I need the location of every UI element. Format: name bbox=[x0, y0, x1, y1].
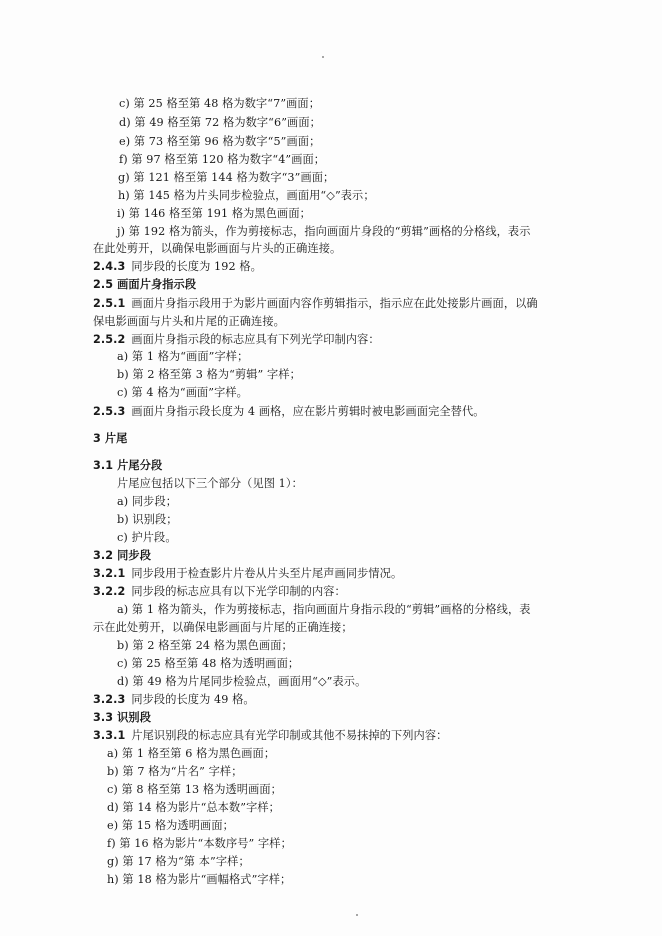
list-item: e) 第 15 格为透明画面； bbox=[107, 819, 234, 832]
paragraph-continuation: 在此处剪开，以确保电影画面与片头的正确连接。 bbox=[93, 242, 342, 255]
scan-speck bbox=[322, 56, 324, 58]
list-item: g) 第 17 格为“第 本”字样； bbox=[107, 855, 250, 868]
list-item: d) 第 49 格至第 72 格为数字“6”画面； bbox=[119, 116, 321, 129]
clause-2-5-2 bbox=[93, 332, 380, 348]
chapter-heading-3: 3 片尾 bbox=[93, 432, 128, 445]
list-item: a) 第 1 格为箭头，作为剪接标志，指向画面片身指示段的“剪辑”画格的分格线，表 bbox=[117, 603, 531, 616]
list-item: c) 护片段。 bbox=[117, 531, 177, 544]
list-item: f) 第 16 格为影片“本数序号” 字样； bbox=[107, 837, 292, 850]
clause-text: 画面片身指示段的标志应具有下列光学印制内容： bbox=[131, 333, 380, 346]
list-item: c) 第 25 格至第 48 格为数字“7”画面； bbox=[119, 97, 321, 110]
clause-3-2-2 bbox=[93, 584, 346, 600]
list-item: c) 第 4 格为“画面”字样。 bbox=[117, 386, 248, 399]
list-item: h) 第 18 格为影片“画幅格式”字样； bbox=[107, 873, 292, 886]
list-item: e) 第 73 格至第 96 格为数字“5”画面； bbox=[119, 135, 321, 148]
clause-text: 同步段的长度为 192 格。 bbox=[131, 260, 262, 273]
list-item: c) 第 25 格至第 48 格为透明画面； bbox=[117, 657, 300, 670]
clause-text: 画面片身指示段长度为 4 画格，应在影片剪辑时被电影画面完全替代。 bbox=[131, 405, 485, 418]
clause-text: 同步段的长度为 49 格。 bbox=[131, 693, 255, 706]
clause-2-4-3 bbox=[93, 259, 262, 275]
list-item: b) 第 2 格至第 24 格为黑色画面； bbox=[117, 639, 293, 652]
list-item: g) 第 121 格至第 144 格为数字“3”画面； bbox=[118, 171, 335, 184]
clause-number: 2.4.3 bbox=[93, 260, 126, 273]
clause-3-2-1 bbox=[93, 566, 402, 582]
clause-number: 3.3.1 bbox=[93, 729, 126, 742]
section-heading-3-2: 3.2 同步段 bbox=[93, 549, 151, 562]
clause-number: 3.2.3 bbox=[93, 693, 126, 706]
list-item: i) 第 146 格至第 191 格为黑色画面； bbox=[117, 207, 311, 220]
list-item: d) 第 49 格为片尾同步检验点，画面用“◇”表示。 bbox=[117, 675, 367, 688]
clause-text: 画面片身指示段用于为影片画面内容作剪辑指示，指示应在此处接影片画面，以确 bbox=[131, 297, 538, 310]
list-item: c) 第 8 格至第 13 格为透明画面； bbox=[107, 783, 282, 796]
paragraph-continuation: 示在此处剪开，以确保电影画面与片尾的正确连接； bbox=[93, 621, 353, 634]
list-item: f) 第 97 格至第 120 格为数字“4”画面； bbox=[119, 153, 326, 166]
clause-text: 同步段的标志应具有以下光学印制的内容： bbox=[131, 585, 346, 598]
list-item: a) 第 1 格为“画面”字样； bbox=[117, 350, 249, 363]
clause-2-5-3 bbox=[93, 404, 485, 420]
paragraph-continuation: 保电影画面与片头和片尾的正确连接。 bbox=[93, 315, 285, 328]
list-item: d) 第 14 格为影片“总本数”字样； bbox=[107, 801, 280, 814]
section-heading-3-1: 3.1 片尾分段 bbox=[93, 459, 163, 472]
section-heading-3-3: 3.3 识别段 bbox=[93, 711, 151, 724]
clause-text: 同步段用于检查影片片卷从片头至片尾声画同步情况。 bbox=[131, 567, 403, 580]
clause-number: 2.5.1 bbox=[93, 297, 126, 310]
clause-text: 片尾识别段的标志应具有光学印制或其他不易抹掉的下列内容： bbox=[131, 729, 448, 742]
clause-3-3-1 bbox=[93, 728, 447, 744]
paragraph: 片尾应包括以下三个部分（见图 1）： bbox=[117, 477, 303, 490]
list-item: j) 第 192 格为箭头，作为剪接标志，指向画面片身段的“剪辑”画格的分格线，表示 bbox=[117, 225, 531, 238]
list-item: b) 第 2 格至第 3 格为“剪辑” 字样； bbox=[117, 368, 301, 381]
list-item: b) 识别段； bbox=[117, 513, 178, 526]
clause-number: 3.2.2 bbox=[93, 585, 126, 598]
list-item: a) 同步段； bbox=[117, 495, 178, 508]
clause-number: 2.5.2 bbox=[93, 333, 126, 346]
list-item: b) 第 7 格为“片名” 字样； bbox=[107, 765, 243, 778]
clause-2-5-1 bbox=[93, 296, 538, 312]
scan-speck bbox=[356, 914, 358, 916]
clause-3-2-3 bbox=[93, 692, 255, 708]
clause-number: 3.2.1 bbox=[93, 567, 126, 580]
list-item: a) 第 1 格至第 6 格为黑色画面； bbox=[107, 747, 276, 760]
section-heading-2-5: 2.5 画面片身指示段 bbox=[93, 278, 197, 291]
list-item: h) 第 145 格为片头同步检验点，画面用“◇”表示； bbox=[118, 189, 375, 202]
clause-number: 2.5.3 bbox=[93, 405, 126, 418]
